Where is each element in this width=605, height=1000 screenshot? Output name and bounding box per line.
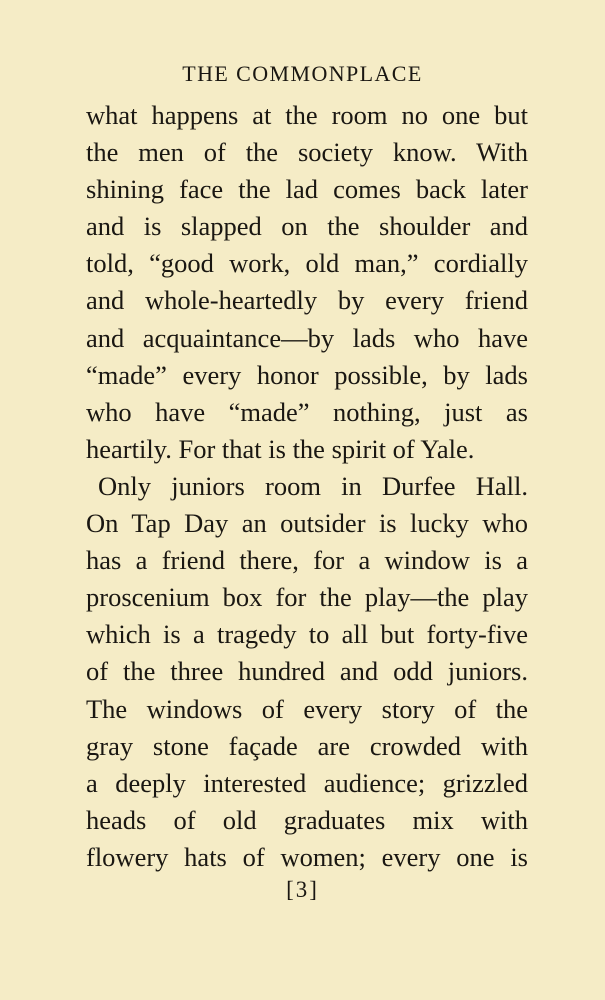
text-line: a deeply interested audience; grizzled — [86, 767, 528, 798]
text-line: of the three hundred and odd juniors. — [86, 656, 528, 687]
text-line: told, “good work, old man,” cordially — [86, 248, 528, 279]
text-line: and is slapped on the shoulder and — [86, 211, 528, 242]
text-line: the men of the society know. With — [86, 137, 528, 168]
paragraph-first-line: Only juniors room in Durfee Hall. — [98, 470, 528, 501]
text-line: The windows of every story of the — [86, 693, 528, 724]
text-line: flowery hats of women; every one is — [86, 841, 528, 872]
text-line: and whole-heartedly by every friend — [86, 285, 528, 316]
text-line: gray stone façade are crowded with — [86, 730, 528, 761]
page-number: [3] — [286, 877, 319, 902]
paragraph-end-line: heartily. For that is the spirit of Yale. — [86, 433, 475, 464]
text-line: what happens at the room no one but — [86, 100, 528, 130]
running-head: THE COMMONPLACE — [182, 61, 423, 86]
text-line: proscenium box for the play—the play — [86, 582, 528, 613]
body-text — [86, 97, 528, 876]
text-line: shining face the lad comes back later — [86, 174, 528, 205]
text-line: who have “made” nothing, just as — [86, 396, 528, 427]
text-line: has a friend there, for a window is a — [86, 545, 528, 576]
text-line: and acquaintance—by lads who have — [86, 322, 528, 353]
text-line: “made” every honor possible, by lads — [86, 359, 528, 390]
text-line: On Tap Day an outsider is lucky who — [86, 508, 528, 539]
text-line: which is a tragedy to all but forty-five — [86, 619, 528, 650]
text-line: heads of old graduates mix with — [86, 804, 528, 835]
